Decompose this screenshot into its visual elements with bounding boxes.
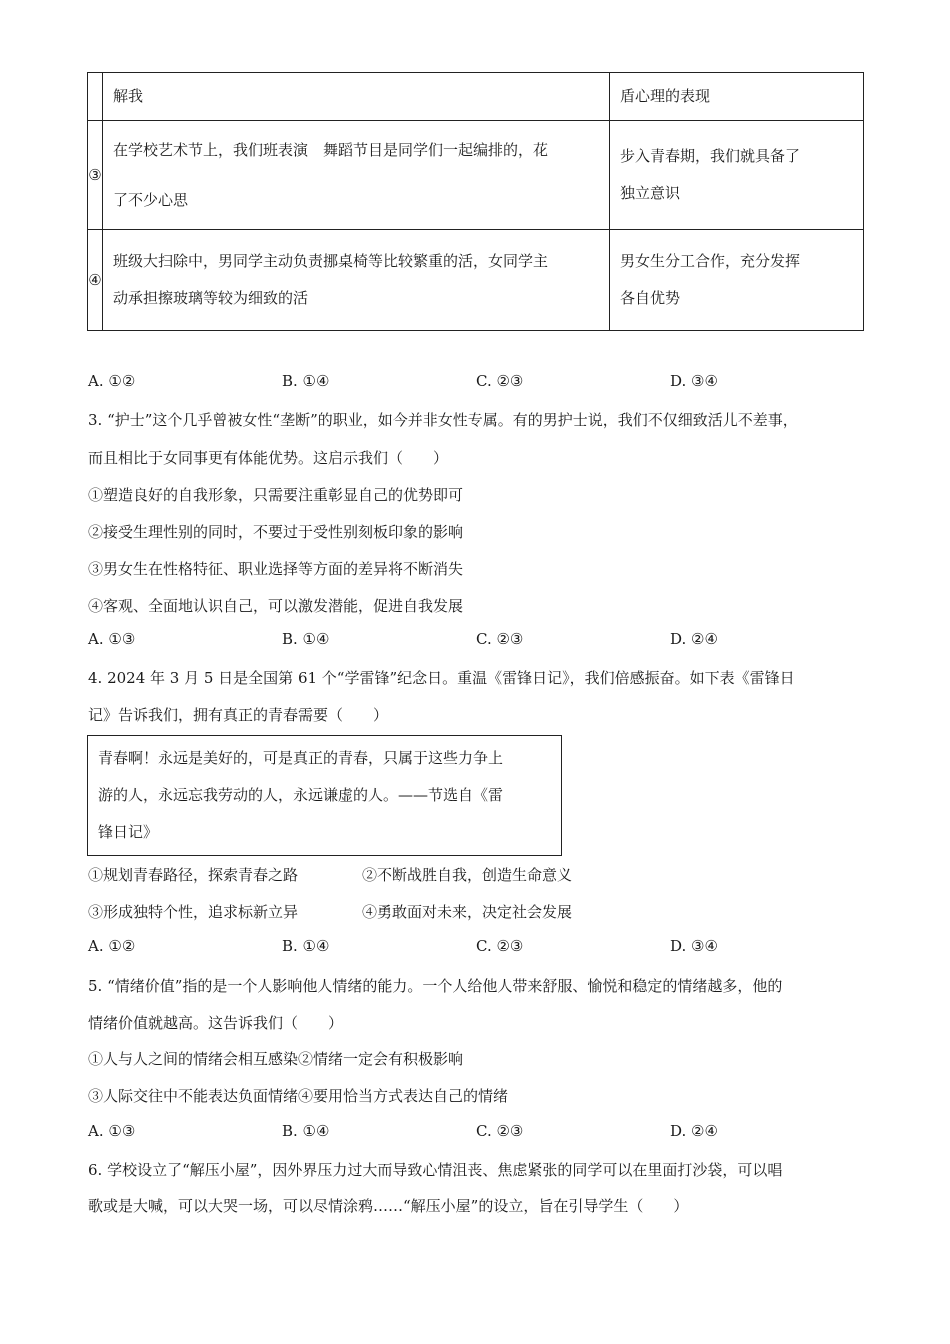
q4-stem-line: 记》告诉我们，拥有真正的青春需要（ ） [88,706,389,724]
table-cell-number [88,73,103,121]
quote-line: 青春啊！永远是美好的，可是真正的青春，只属于这些力争上 [98,749,504,767]
cell-line: 男女生分工合作，充分发挥 [620,252,801,270]
q5-statement: ③人际交往中不能表达负面情绪④要用恰当方式表达自己的情绪 [88,1087,509,1105]
q4-statement: ③形成独特个性，追求标新立异 [88,903,299,921]
q3-option-a: A. ①③ [88,630,136,648]
q5-option-b: B. ①④ [282,1122,330,1140]
q3-option-d: D. ②④ [670,630,718,648]
q3-statement: ③男女生在性格特征、职业选择等方面的差异将不断消失 [88,560,464,578]
q5-statement: ①人与人之间的情绪会相互感染②情绪一定会有积极影响 [88,1050,464,1068]
q5-option-c: C. ②③ [476,1122,524,1140]
cell-line: 步入青春期，我们就具备了 [620,147,801,165]
quote-line: 锋日记》 [98,823,159,841]
cell-line: 各自优势 [620,289,681,307]
table-cell-explanation: 盾心理的表现 [610,73,864,121]
q4-statement: ④勇敢面对未来，决定社会发展 [362,903,573,921]
q2-option-b: B. ①④ [282,372,330,390]
q6-stem-line: 歌或是大喊，可以大哭一场，可以尽情涂鸦……“解压小屋”的设立，旨在引导学生（ ） [88,1197,689,1215]
quote-line: 游的人，永远忘我劳动的人，永远谦虚的人。——节选自《雷 [98,786,504,804]
q3-stem-line: 而且相比于女同事更有体能优势。这启示我们（ ） [88,449,449,467]
question-table [87,72,864,331]
q6-stem-line: 6. 学校设立了“解压小屋”，因外界压力过大而导致心情沮丧、焦虑紧张的同学可以在里面打沙袋，可以唱 [88,1161,783,1179]
quote-box [87,735,562,856]
cell-line: 在学校艺术节上，我们班表演 舞蹈节目是同学们一起编排的，花 [113,141,549,159]
table-cell-explanation [610,230,864,331]
table-row [88,73,864,121]
q3-option-b: B. ①④ [282,630,330,648]
q5-option-a: A. ①③ [88,1122,136,1140]
q4-option-c: C. ②③ [476,937,524,955]
table-cell-example [103,121,610,230]
table-cell-explanation [610,121,864,230]
table-cell-example: 解我 [103,73,610,121]
q3-option-c: C. ②③ [476,630,524,648]
q3-stem-line: 3. “护士”这个几乎曾被女性“垄断”的职业，如今并非女性专属。有的男护士说，我们不仅细致活儿不差事， [88,411,798,429]
q4-statement: ①规划青春路径，探索青春之路 [88,866,299,884]
table-row [88,230,864,331]
cell-line: 动承担擦玻璃等较为细致的活 [113,289,309,307]
q5-option-d: D. ②④ [670,1122,718,1140]
q3-statement: ②接受生理性别的同时，不要过于受性别刻板印象的影响 [88,523,464,541]
table-cell-number: ④ [88,230,103,331]
q3-statement: ①塑造良好的自我形象，只需要注重彰显自己的优势即可 [88,486,464,504]
table-cell-example [103,230,610,331]
q4-option-b: B. ①④ [282,937,330,955]
q2-option-d: D. ③④ [670,372,718,390]
q2-option-c: C. ②③ [476,372,524,390]
q5-stem-line: 情绪价值就越高。这告诉我们（ ） [88,1014,344,1032]
cell-line: 独立意识 [620,184,681,202]
table-row [88,121,864,230]
table-cell-number: ③ [88,121,103,230]
cell-line: 班级大扫除中，男同学主动负责挪桌椅等比较繁重的活，女同学主 [113,252,549,270]
q2-option-a: A. ①② [88,372,136,390]
cell-line: 了不少心思 [113,191,189,209]
q5-stem-line: 5. “情绪价值”指的是一个人影响他人情绪的能力。一个人给他人带来舒服、愉悦和稳定的情绪越多，他的 [88,977,783,995]
q4-statement: ②不断战胜自我，创造生命意义 [362,866,573,884]
q4-option-a: A. ①② [88,937,136,955]
q4-stem-line: 4. 2024 年 3 月 5 日是全国第 61 个“学雷锋”纪念日。重温《雷锋日记》，我们倍感振奋。如下表《雷锋日 [88,669,795,687]
q4-option-d: D. ③④ [670,937,718,955]
q3-statement: ④客观、全面地认识自己，可以激发潜能，促进自我发展 [88,597,464,615]
